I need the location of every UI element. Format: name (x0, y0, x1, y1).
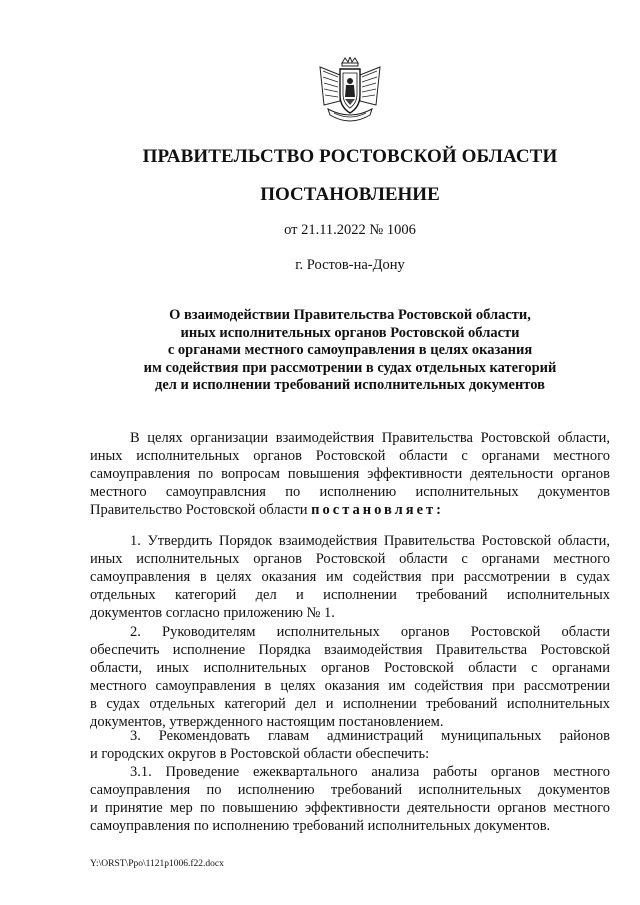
paragraph-line: самоуправления в целях оказания им содействия при рассмотрении в судах (90, 569, 610, 585)
paragraph-line: обеспечить исполнение Порядка взаимодействия Правительства Ростовской (90, 642, 610, 658)
paragraph-line: самоуправления по исполнению требований исполнительных документов. (90, 818, 551, 834)
paragraph-line: самоуправления по вопросам повышения эффективности деятельности органов (90, 466, 610, 482)
preamble-paragraph (90, 429, 610, 519)
paragraph-line: документов, утвержденного настоящим постановлением. (90, 714, 444, 730)
organization-name: ПРАВИТЕЛЬСТВО РОСТОВСКОЙ ОБЛАСТИ (142, 146, 558, 167)
paragraph-line: отдельных категорий дел и исполнении требований исполнительных (90, 587, 610, 603)
item-3-1-paragraph (90, 763, 610, 835)
resolves-keyword: постановляет: (311, 502, 445, 518)
item-3-paragraph (90, 727, 610, 763)
title-line: О взаимодействии Правительства Ростовской области, (169, 307, 531, 323)
title-line: с органами местного самоуправления в целях оказания (167, 342, 533, 358)
paragraph-line: документов согласно приложению № 1. (90, 605, 335, 621)
document-type: ПОСТАНОВЛЕНИЕ (260, 184, 440, 205)
paragraph-line: иных исполнительных органов Ростовской области с органами местного (90, 448, 610, 464)
paragraph-line: области, иных исполнительных органов Ростовской области с органами (90, 660, 610, 676)
paragraph-line: местного самоуправлсния по исполнению исполнительных документов (90, 484, 610, 500)
paragraph-line: 3. Рекомендовать главам администраций муниципальных районов (130, 728, 610, 744)
paragraph-line: иных исполнительных органов Ростовской области с органами местного (90, 551, 610, 567)
paragraph-line: в судах отдельных категорий дел и исполнении требований исполнительных (90, 696, 610, 712)
paragraph-line: и принятие мер по повышению эффективности деятельности органов местного (90, 800, 610, 816)
paragraph-line: 3.1. Проведение ежеквартального анализа работы органов местного (130, 764, 610, 780)
title-line: им содействия при рассмотрении в судах отдельных категорий (143, 359, 557, 376)
paragraph-line: самоуправления по исполнению требований исполнительных документов (90, 782, 610, 798)
paragraph-line: 2. Руководителям исполнительных органов Ростовской области (130, 624, 610, 640)
paragraph-line: В целях организации взаимодействия Правительства Ростовской области, (130, 430, 610, 446)
coat-of-arms-emblem-icon (314, 57, 386, 127)
title-line: дел и исполнении требований исполнительных документов (155, 377, 545, 393)
file-path-footer: Y:\ORST\Ppo\1121p1006.f22.docx (90, 859, 224, 869)
document-city: г. Ростов-на-Дону (295, 257, 405, 273)
item-2-paragraph (90, 623, 610, 731)
item-1-paragraph (90, 532, 610, 622)
government-subject: Правительство Ростовской области (90, 502, 308, 518)
title-line: иных исполнительных органов Ростовской области (180, 324, 520, 341)
paragraph-line (90, 501, 610, 519)
document-title (90, 307, 610, 395)
document-date-number: от 21.11.2022 № 1006 (284, 222, 416, 238)
paragraph-line: 1. Утвердить Порядок взаимодействия Правительства Ростовской области, (130, 533, 610, 549)
paragraph-line: местного самоуправления в целях оказания им содействия при рассмотрении (90, 678, 610, 694)
paragraph-line: и городских округов в Ростовской области обеспечить: (90, 746, 430, 762)
